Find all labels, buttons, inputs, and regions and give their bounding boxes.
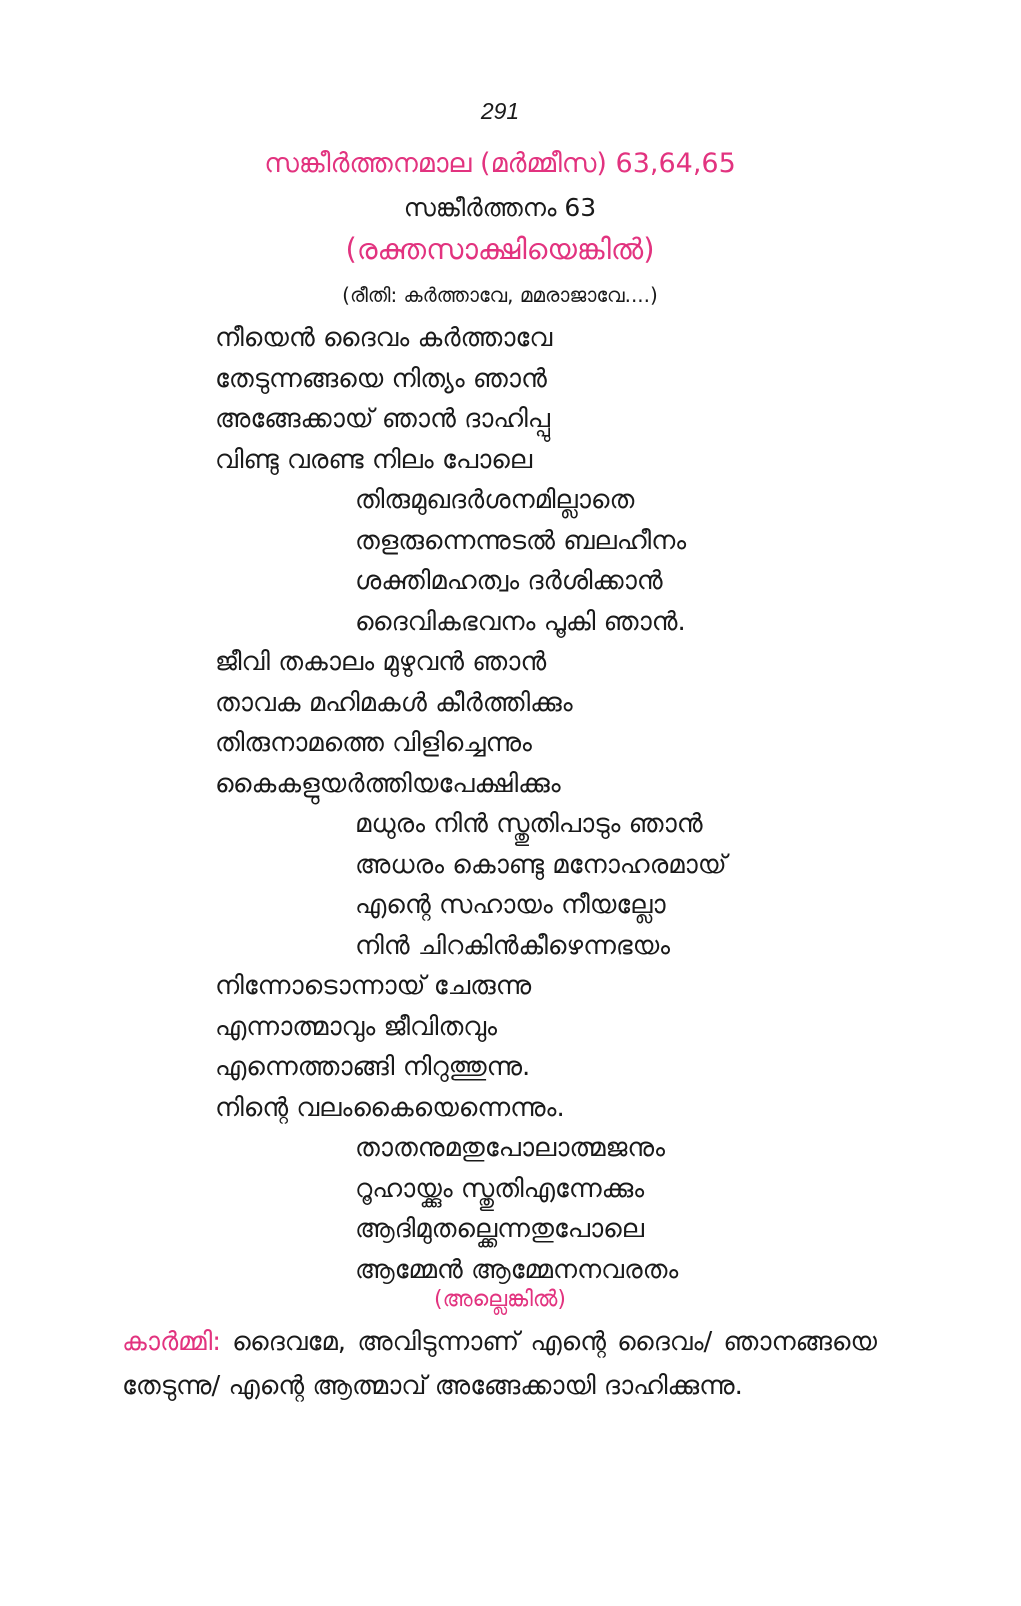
verse-line: താതനുമതുപോലാത്മജനും xyxy=(355,1133,665,1163)
tune-note: (രീതി: കർത്താവേ, മമരാജാവേ....) xyxy=(342,283,658,307)
hymn-verses xyxy=(0,318,1021,1290)
verse-line: ആമ്മേൻ ആമ്മേനനവരതം xyxy=(355,1254,679,1285)
verse-line: നിന്റെ വലംകൈയെന്നെന്നും. xyxy=(215,1092,565,1123)
verse-line: നീയെൻ ദൈവം കർത്താവേ xyxy=(215,323,553,353)
verse-line: എന്നെത്താങ്ങി നിറുത്തുന്നു. xyxy=(215,1052,531,1082)
verse-line: എന്റെ സഹായം നീയല്ലോ xyxy=(355,890,666,920)
verse-line: അങ്ങേക്കായ് ഞാൻ ദാഹിപ്പു xyxy=(215,404,550,434)
verse-line: താവക മഹിമകൾ കീർത്തിക്കും xyxy=(215,687,573,718)
verse-line: നിന്നോടൊന്നായ് ചേരുന്നു xyxy=(215,971,532,1001)
verse-line: നിൻ ചിറകിൻകീഴെന്നഭയം xyxy=(355,930,671,961)
celebrant-prayer xyxy=(122,1320,877,1408)
prayer-text: ദൈവമേ, അവിടുന്നാണ് എന്റെ ദൈവം/ ഞാനങ്ങയെ തേടുന്നു/ എന്റെ ആത്മാവ് അങ്ങേക്കായി ദാഹിക്കുന്നു. xyxy=(122,1327,877,1401)
verse-line: തളരുന്നെന്നുടൽ ബലഹീനം xyxy=(355,525,687,556)
page-number: 291 xyxy=(480,98,520,124)
psalm-number-heading: സങ്കീർത്തനം 63 xyxy=(403,193,597,222)
verse-line: തിരുമുഖദർശനമില്ലാതെ xyxy=(355,485,635,515)
speaker-label: കാർമ്മി: xyxy=(122,1327,221,1357)
verse-line: ജീവി തകാലം മുഴുവൻ ഞാൻ xyxy=(215,647,547,677)
verse-line: കൈകളുയർത്തിയപേക്ഷിക്കും xyxy=(215,768,561,799)
verse-line: ദൈവികഭവനം പൂകി ഞാൻ. xyxy=(355,606,686,637)
occasion-heading: (രക്തസാക്ഷിയെങ്കിൽ) xyxy=(345,232,655,266)
psalm-collection-title: സങ്കീർത്തനമാല (മർമ്മീസ) 63,64,65 xyxy=(264,148,736,179)
verse-line: ആദിമുതല്ക്കെന്നതുപോലെ xyxy=(355,1214,644,1244)
verse-line: തിരുനാമത്തെ വിളിച്ചെന്നും xyxy=(215,728,532,758)
verse-line: മധുരം നിൻ സ്തുതിപാടും ഞാൻ xyxy=(355,809,703,839)
verse-line: റൂഹായ്ക്കും സ്തുതിഎന്നേക്കും xyxy=(355,1173,645,1204)
verse-line: എന്നാത്മാവും ജീവിതവും xyxy=(215,1011,497,1042)
verse-line: ശക്തിമഹത്വം ദർശിക്കാൻ xyxy=(355,566,663,596)
verse-line: തേടുന്നങ്ങയെ നിത്യം ഞാൻ xyxy=(215,363,547,394)
verse-line: അധരം കൊണ്ടു മനോഹരമായ് xyxy=(355,849,727,880)
verse-line: വിണ്ടു വരണ്ട നിലം പോലെ xyxy=(215,444,533,475)
alternative-label: (അല്ലെങ്കിൽ) xyxy=(434,1287,566,1312)
